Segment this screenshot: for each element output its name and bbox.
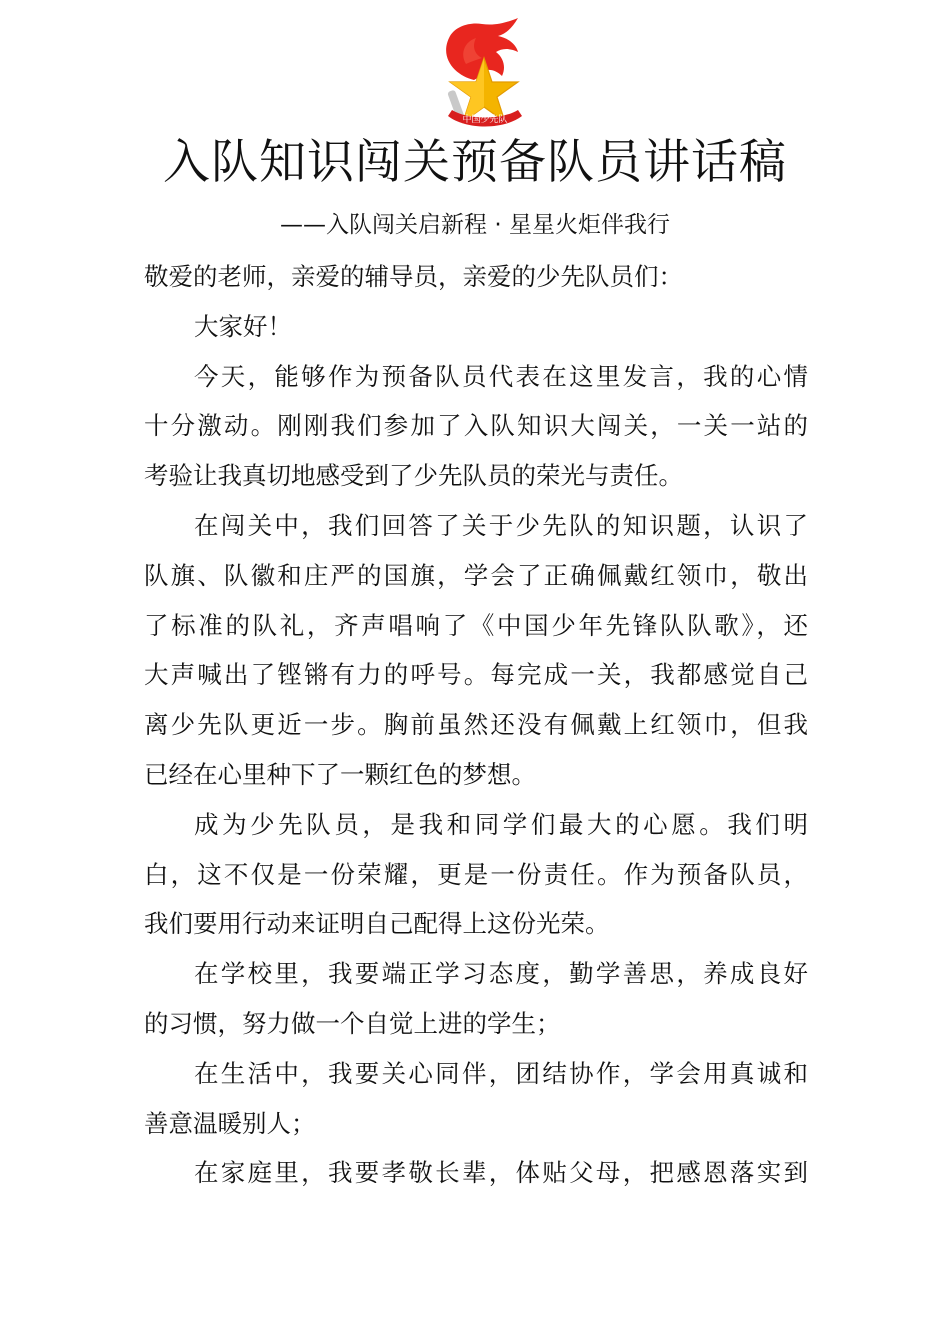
document-subtitle: ——入队闯关启新程 · 星星火炬伴我行	[280, 212, 670, 238]
text-line: 在学校里，我要端正学习态度，勤学善思，养成良好	[194, 959, 808, 989]
text-line: 大声喊出了铿锵有力的呼号。每完成一关，我都感觉自己	[144, 660, 808, 690]
text-line: 的习惯，努力做一个自觉上进的学生；	[144, 1008, 561, 1038]
text-line: 离少先队更近一步。胸前虽然还没有佩戴上红领巾，但我	[144, 710, 808, 740]
text-line: 今天，能够作为预备队员代表在这里发言，我的心情	[194, 361, 808, 391]
text-line: 白，这不仅是一份荣耀，更是一份责任。作为预备队员，	[144, 859, 808, 889]
text-line: 在家庭里，我要孝敬长辈，体贴父母，把感恩落实到	[194, 1158, 808, 1188]
text-line: 队旗、队徽和庄严的国旗，学会了正确佩戴红领巾，敬出	[144, 560, 808, 590]
text-line: 十分激动。刚刚我们参加了入队知识大闯关，一关一站的	[144, 411, 808, 441]
text-line: 成为少先队员，是我和同学们最大的心愿。我们明	[194, 809, 808, 839]
young-pioneers-emblem-icon	[426, 18, 536, 136]
emblem-text: 中国少先队	[462, 115, 508, 125]
text-line: 在生活中，我要关心同伴，团结协作，学会用真诚和	[194, 1058, 808, 1088]
text-line: 了标准的队礼，齐声唱响了《中国少年先锋队队歌》，还	[144, 610, 808, 640]
speech-body	[144, 252, 808, 1198]
text-line: 已经在心里种下了一颗红色的梦想。	[144, 759, 536, 789]
text-line: 敬爱的老师，亲爱的辅导员，亲爱的少先队员们：	[144, 262, 683, 291]
text-line: 善意温暖别人；	[144, 1108, 316, 1138]
text-line: 考验让我真切地感受到了少先队员的荣光与责任。	[144, 461, 683, 491]
text-line: 我们要用行动来证明自己配得上这份光荣。	[144, 909, 610, 939]
text-line: 在闯关中，我们回答了关于少先队的知识题，认识了	[194, 510, 808, 540]
document-title: 入队知识闯关预备队员讲话稿	[163, 135, 787, 190]
text-line: 大家好！	[194, 311, 292, 341]
